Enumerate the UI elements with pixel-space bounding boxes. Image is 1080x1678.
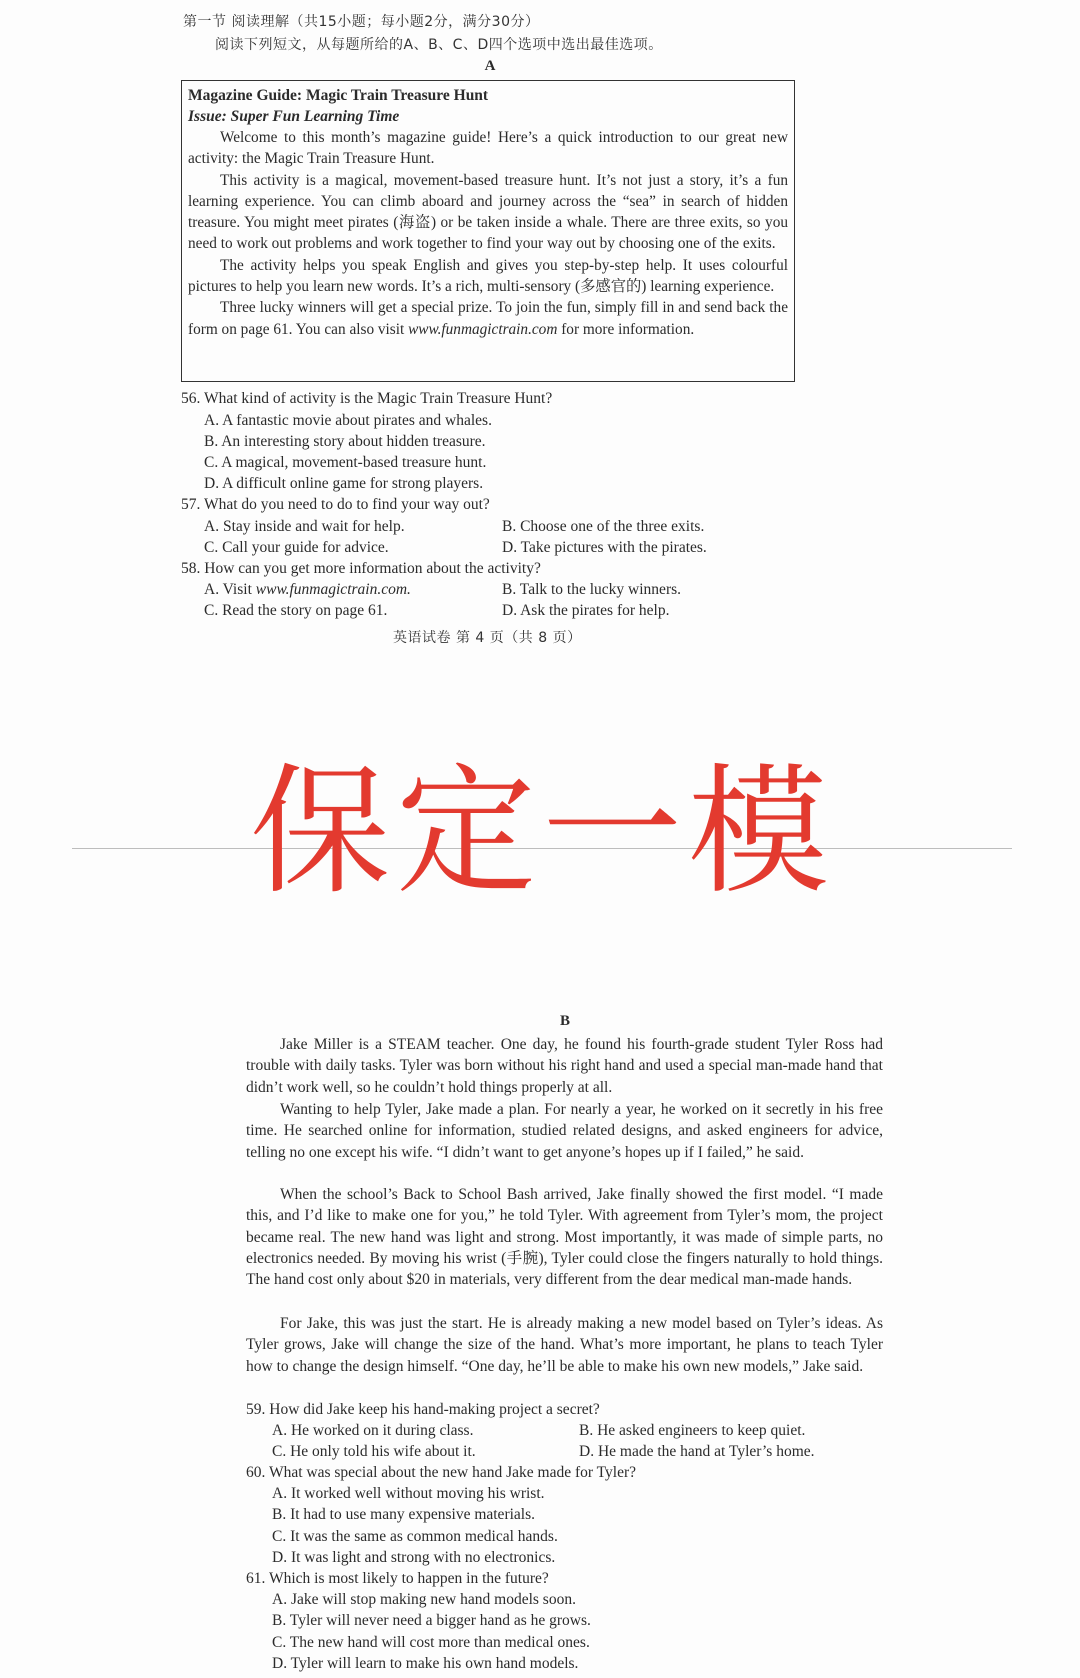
question-58-option-a: A. Visit www.funmagictrain.com.: [204, 581, 411, 598]
passage-b-paragraph-3: When the school’s Back to School Bash arrived, Jake finally showed the first model. “I made this, and I’d like to make one for you,” he told Tyler. With agreement from Tyler’s mom, the project became real. The new hand was light and strong. Most importantly, it was made of simple parts, no electronics needed. By moving his wrist (手腕), Tyler could close the fingers naturally to hold things. The hand cost only about $20 in materials, very different from the dear medical man-made hands.: [246, 1186, 883, 1289]
question-58-option-b: B. Talk to the lucky winners.: [502, 581, 682, 598]
question-61-stem: 61. Which is most likely to happen in the future?: [246, 1570, 549, 1587]
passage-a-paragraph-2: This activity is a magical, movement-based treasure hunt. It’s not just a story, it’s a fun learning experience. You can climb aboard and journey across the “sea” in search of hidden treasure. You might meet pirates (海盗) or be taken inside a whale. There are three exits, so you need to work out problems and work together to find your way out by choosing one of the exits.: [188, 171, 788, 253]
question-58-option-c: C. Read the story on page 61.: [204, 602, 388, 619]
question-56-option-d: D. A difficult online game for strong players.: [204, 475, 484, 492]
passage-a-box: [181, 80, 795, 382]
question-59-option-b: B. He asked engineers to keep quiet.: [579, 1422, 806, 1439]
section-header: 第一节 阅读理解（共15小题；每小题2分，满分30分）: [183, 14, 540, 30]
question-60-option-d: D. It was light and strong with no electronics.: [272, 1549, 556, 1566]
question-56-option-c: C. A magical, movement-based treasure hunt.: [204, 454, 487, 471]
question-60-option-a: A. It worked well without moving his wrist.: [272, 1485, 545, 1502]
question-58-stem: 58. How can you get more information about the activity?: [181, 560, 541, 577]
question-59-option-d: D. He made the hand at Tyler’s home.: [579, 1443, 815, 1460]
passage-a-paragraph-4: Three lucky winners will get a special prize. To join the fun, simply fill in and send back the form on page 61. You can also visit www.funmagictrain.com for more information.: [188, 299, 788, 338]
website-url: www.funmagictrain.com: [408, 320, 558, 338]
instructions: 阅读下列短文，从每题所给的A、B、C、D四个选项中选出最佳选项。: [215, 37, 663, 53]
question-59-option-c: C. He only told his wife about it.: [272, 1443, 476, 1460]
question-57-option-b: B. Choose one of the three exits.: [502, 518, 705, 535]
passage-a-title: Magazine Guide: Magic Train Treasure Hunt: [188, 87, 489, 104]
passage-b-paragraph-2: Wanting to help Tyler, Jake made a plan. For nearly a year, he worked on it secretly in his free time. He searched online for information, studied related designs, and asked engineers for advice, telling no one except his wife. “I didn’t want to get anyone’s hopes up if I failed,” he said.: [246, 1101, 883, 1161]
question-60-option-c: C. It was the same as common medical hands.: [272, 1528, 558, 1545]
question-60-option-b: B. It had to use many expensive materials.: [272, 1506, 536, 1523]
passage-a-label: A: [484, 58, 496, 74]
question-61-option-a: A. Jake will stop making new hand models soon.: [272, 1591, 576, 1608]
question-59-stem: 59. How did Jake keep his hand-making project a secret?: [246, 1401, 600, 1418]
question-57-option-d: D. Take pictures with the pirates.: [502, 539, 707, 556]
passage-b-label: B: [559, 1013, 570, 1029]
question-61-option-c: C. The new hand will cost more than medical ones.: [272, 1634, 590, 1651]
question-57-option-a: A. Stay inside and wait for help.: [204, 518, 405, 535]
page-footer: 英语试卷 第 4 页（共 8 页）: [393, 630, 582, 646]
passage-a-paragraph-3: The activity helps you speak English and gives you step-by-step help. It uses colourful pictures to help you learn new words. It’s a rich, multi-sensory (多感官的) learning experience.: [188, 256, 788, 296]
passage-a-paragraph-1: Welcome to this month’s magazine guide! Here’s a quick introduction to our great new activity: the Magic Train Treasure Hunt.: [188, 129, 788, 168]
stamp-watermark: 保定一模: [250, 751, 835, 914]
question-61-option-b: B. Tyler will never need a bigger hand as he grows.: [272, 1612, 591, 1629]
passage-a-issue: Issue: Super Fun Learning Time: [188, 108, 400, 125]
question-58-option-d: D. Ask the pirates for help.: [502, 602, 670, 619]
question-61-option-d: D. Tyler will learn to make his own hand models.: [272, 1655, 579, 1672]
question-56-stem: 56. What kind of activity is the Magic Train Treasure Hunt?: [181, 390, 553, 407]
question-57-stem: 57. What do you need to do to find your way out?: [181, 496, 490, 513]
question-56-option-a: A. A fantastic movie about pirates and whales.: [204, 412, 492, 429]
question-60-stem: 60. What was special about the new hand Jake made for Tyler?: [246, 1464, 637, 1481]
question-56-option-b: B. An interesting story about hidden treasure.: [204, 433, 486, 450]
question-59-option-a: A. He worked on it during class.: [272, 1422, 474, 1439]
question-57-option-c: C. Call your guide for advice.: [204, 539, 389, 556]
passage-b-paragraph-1: Jake Miller is a STEAM teacher. One day, he found his fourth-grade student Tyler Ross had trouble with daily tasks. Tyler was born without his right hand and used a special man-made hand that didn’t work well, so he couldn’t hold things properly at all.: [246, 1036, 883, 1096]
passage-b-paragraph-4: For Jake, this was just the start. He is already making a new model based on Tyler’s ideas. As Tyler grows, Jake will change the size of the hand. What’s more important, he plans to teach Tyler how to change the design himself. “One day, he’ll be able to make his own new models,” Jake said.: [246, 1315, 883, 1375]
